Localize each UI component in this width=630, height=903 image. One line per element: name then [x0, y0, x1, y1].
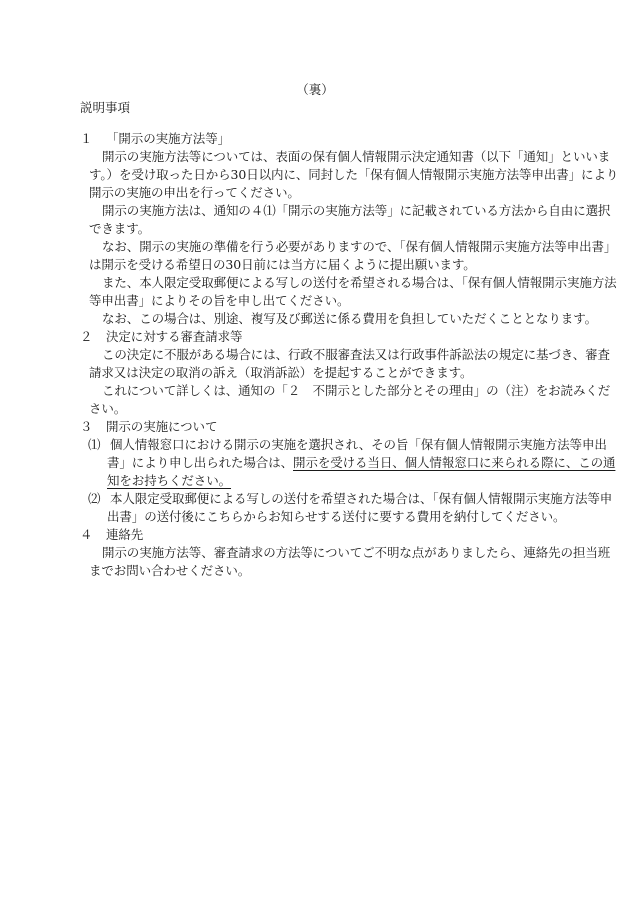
paragraph-line: これについて詳しくは、通知の「２ 不開示とした部分とその理由」の（注）をお読みくだ [102, 383, 611, 398]
underlined-notice: 開示を受ける当日、個人情報窓口に来られる際に、この通 [293, 455, 616, 470]
paragraph-line: 開示の実施方法等については、表面の保有個人情報開示決定通知書（以下「通知」といいま [102, 149, 611, 164]
paragraph-line: この決定に不服がある場合には、行政不服審査法又は行政事件訴訟法の規定に基づき、審査 [102, 347, 610, 362]
item-text: 本人限定受取郵便による写しの送付を希望された場合は、「保有個人情報開示実施方法等申 [110, 491, 613, 506]
paragraph-line: 請求又は決定の取消の訴え（取消訴訟）を提起することができます。 [89, 365, 473, 380]
list-item-continuation [80, 454, 616, 472]
section-heading [80, 418, 580, 436]
section-number: ２ [80, 329, 93, 344]
paragraph-line: さい。 [89, 401, 127, 416]
page-side-label: （裏） [296, 82, 334, 97]
section-heading [80, 328, 580, 346]
paragraph-line: なお、開示の実施の準備を行う必要がありますので、「保有個人情報開示実施方法等申出書」 [102, 239, 617, 254]
paragraph-line: までお問い合わせください。 [89, 563, 251, 578]
item-number: ⑴ [88, 437, 101, 452]
section-number: ３ [80, 419, 93, 434]
paragraph-line: なお、この場合は、別途、複写及び郵送に係る費用を負担していただくこととなります。 [102, 311, 598, 326]
list-item-continuation: 出書」の送付後にこちらからお知らせする送付に要する費用を納付してください。 [107, 509, 566, 524]
section-number: １ [80, 131, 93, 146]
paragraph-line: 等申出書」によりその旨を申し出てください。 [89, 293, 350, 308]
paragraph-line: 開示の実施の申出を行ってください。 [89, 185, 300, 200]
paragraph-line: できます。 [89, 221, 151, 236]
section-title: 連絡先 [106, 527, 144, 542]
paragraph-line: また、本人限定受取郵便による写しの送付を希望される場合は、「保有個人情報開示実施方法 [102, 275, 617, 290]
underlined-notice: 知をお持ちください。 [107, 473, 232, 488]
section-title: 「開示の実施方法等」 [106, 131, 231, 146]
item-number: ⑵ [88, 491, 101, 506]
section-title: 開示の実施について [106, 419, 218, 434]
section-heading [80, 130, 580, 148]
list-item [80, 436, 607, 454]
section-heading [80, 526, 580, 544]
document-title: 説明事項 [80, 100, 131, 115]
paragraph-line: は開示を受ける希望日の30日前には当方に届くように提出願います。 [89, 257, 476, 272]
document-body [80, 130, 619, 580]
section-title: 決定に対する審査請求等 [106, 329, 243, 344]
list-item [80, 490, 613, 508]
paragraph-line: 開示の実施方法は、通知の４⑴「開示の実施方法等」に記載されている方法から自由に選択 [102, 203, 611, 218]
paragraph-line: 開示の実施方法等、審査請求の方法等についてご不明な点がありましたら、連絡先の担当班 [102, 545, 611, 560]
section-number: ４ [80, 527, 93, 542]
paragraph-line: す。）を受け取った日から30日以内に、同封した「保有個人情報開示実施方法等申出書」により [89, 167, 619, 182]
list-item-continuation [80, 472, 580, 490]
item-text: 個人情報窓口における開示の実施を選択され、その旨「保有個人情報開示実施方法等申出 [110, 437, 607, 452]
item-text: 書」により申し出られた場合は、 [107, 455, 294, 470]
